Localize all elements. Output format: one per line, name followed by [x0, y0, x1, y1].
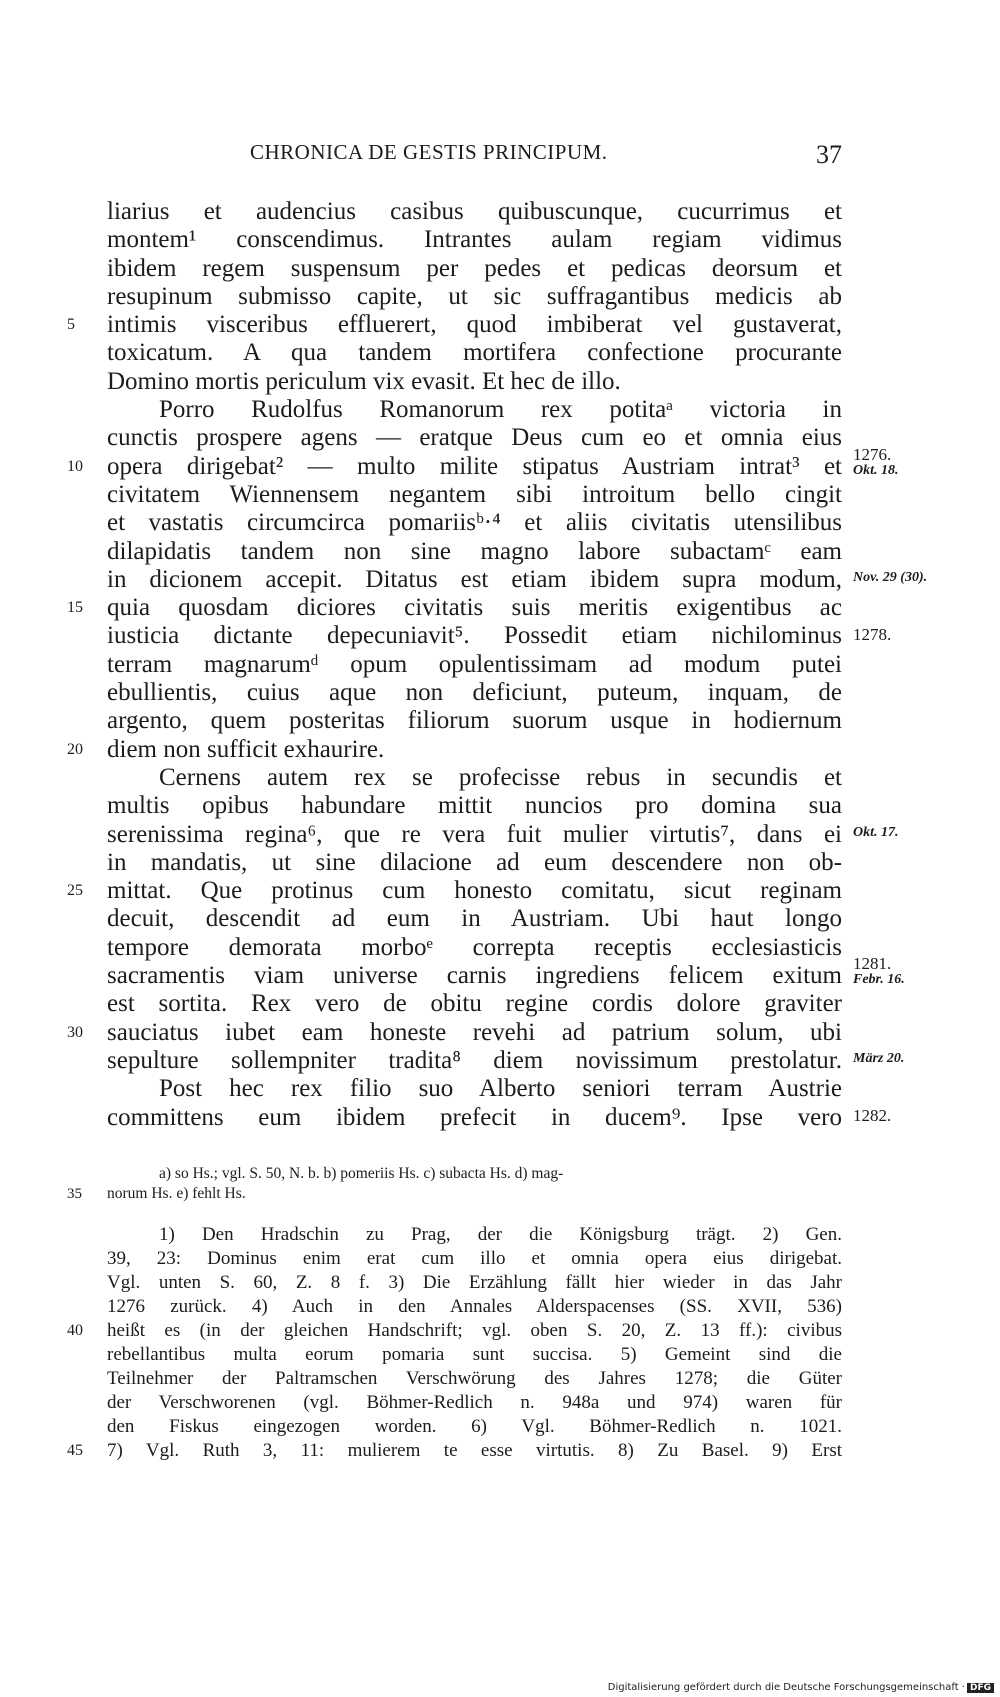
line-text: Domino mortis periculum vix evasit. Et hec de illo.	[107, 367, 621, 395]
margin-note-line: Nov. 29 (30).	[853, 569, 928, 585]
line-text: liarius et audencius casibus quibuscunque, cucurrimus et	[107, 198, 842, 225]
footnote-line	[107, 1223, 842, 1247]
footnote-line	[67, 1439, 842, 1463]
text-line	[107, 990, 842, 1018]
line-text: montem¹ conscendimus. Intrantes aulam regiam vidimus	[107, 226, 842, 254]
text-line	[107, 651, 842, 679]
text-line	[67, 735, 842, 764]
text-line	[67, 452, 842, 481]
credit-text: Digitalisierung gefördert durch die Deutsche Forschungsgemeinschaft ·	[607, 1682, 965, 1693]
apparatus-text: norum Hs. e) fehlt Hs.	[107, 1185, 246, 1202]
line-text: toxicatum. A qua tandem mortifera confectione procurante	[107, 339, 842, 367]
dfg-logo: DFG	[967, 1683, 994, 1693]
text-line	[107, 538, 842, 566]
line-number: 40	[67, 1322, 83, 1339]
apparatus-text: a) so Hs.; vgl. S. 50, N. b. b) pomeriis Hs. c) subacta Hs. d) mag-	[159, 1165, 564, 1182]
line-text: committens eum ibidem prefecit in ducem⁹. Ipse vero	[107, 1103, 842, 1131]
text-line	[107, 679, 842, 707]
line-number: 45	[67, 1442, 83, 1459]
text-line	[107, 821, 842, 849]
margin-note-line: 1282.	[853, 1105, 892, 1125]
text-line	[107, 934, 842, 962]
line-text: tempore demorata morboᵉ correpta receptis ecclesiasticis	[107, 933, 842, 961]
margin-note-line: Febr. 16.	[853, 972, 905, 988]
line-text: sepulture sollempniter tradita⁸ diem novissimum prestolatur.	[107, 1046, 842, 1074]
text-line	[107, 1075, 842, 1103]
margin-date-note	[853, 825, 899, 841]
line-number: 35	[67, 1186, 82, 1202]
footnote-line	[107, 1247, 842, 1271]
line-text: ebullientis, cuius aque non deficiunt, puteum, inquam, de	[107, 679, 842, 707]
apparatus-line	[67, 1184, 842, 1204]
footnote-line	[107, 1343, 842, 1367]
line-text: dilapidatis tandem non sine magno labore subactamᶜ eam	[107, 537, 842, 565]
footnote-text: Teilnehmer der Paltramschen Verschwörung des Jahres 1278; die Güter	[107, 1368, 842, 1389]
margin-note-line: Okt. 18.	[853, 462, 899, 478]
margin-note-line: März 20.	[853, 1051, 905, 1066]
margin-note-line: 1281.	[853, 954, 892, 974]
line-text: cunctis prospere agens — eratque Deus cum eo et omnia eius	[107, 424, 842, 452]
main-text	[67, 198, 842, 1132]
text-line	[107, 226, 842, 254]
line-text: resupinum submisso capite, ut sic suffragantibus medicis ab	[107, 282, 842, 310]
footnote-text: heißt es (in der gleichen Handschrift; vgl. oben S. 20, Z. 13 ff.): civibus	[107, 1320, 842, 1341]
line-text: argento, quem posteritas filiorum suorum usque in hodiernum	[107, 707, 842, 735]
margin-date-note	[853, 570, 927, 586]
margin-date-note	[853, 624, 892, 644]
footnote-text: den Fiskus eingezogen worden. 6) Vgl. Böhmer-Redlich n. 1021.	[107, 1416, 842, 1437]
line-text: quia quosdam diciores civitatis suis meritis exigentibus ac	[107, 594, 842, 622]
line-text: intimis visceribus effluerert, quod imbiberat vel gustaverat,	[107, 311, 842, 339]
line-text: in mandatis, ut sine dilacione ad eum descendere non ob-	[107, 848, 842, 876]
text-line	[67, 311, 842, 339]
text-line	[107, 255, 842, 283]
margin-note-line: 1276.	[853, 444, 892, 464]
line-number: 20	[67, 740, 83, 758]
text-line	[107, 764, 842, 792]
line-text: in dicionem accepit. Ditatus est etiam ibidem supra modum,	[107, 565, 842, 593]
footnote-line	[107, 1415, 842, 1439]
text-line	[107, 707, 842, 735]
footnote-text: 7) Vgl. Ruth 3, 11: mulierem te esse virtutis. 8) Zu Basel. 9) Erst	[107, 1440, 842, 1461]
funding-credit	[608, 1682, 994, 1693]
text-line	[67, 594, 842, 622]
line-text: ibidem regem suspensum per pedes et pedicas deorsum et	[107, 254, 842, 282]
line-text: opera dirigebat² — multo milite stipatus Austriam intrat³ et	[107, 452, 842, 480]
text-line	[67, 877, 842, 905]
text-line	[107, 396, 842, 424]
footnote-text: der Verschworenen (vgl. Böhmer-Redlich n. 948a und 974) waren für	[107, 1392, 842, 1413]
text-line	[107, 622, 842, 650]
line-number: 25	[67, 882, 83, 900]
line-text: diem non sufficit exhaurire.	[107, 735, 385, 763]
line-text: terram magnarumᵈ opum opulentissimam ad modum putei	[107, 650, 842, 678]
line-number: 10	[67, 457, 83, 475]
footnote-text: 1) Den Hradschin zu Prag, der die Königsburg trägt. 2) Gen.	[159, 1224, 842, 1245]
apparatus-line	[107, 1164, 842, 1184]
line-text: Porro Rudolfus Romanorum rex potitaᵃ victoria in	[159, 396, 842, 424]
line-text: multis opibus habundare mittit nuncios pro domina sua	[107, 792, 842, 820]
line-text: iusticia dictante depecuniavit⁵. Possedit etiam nichilominus	[107, 622, 842, 650]
line-text: Cernens autem rex se profecisse rebus in secundis et	[159, 763, 842, 791]
text-line	[107, 792, 842, 820]
footnote-line	[107, 1367, 842, 1391]
margin-date-note	[853, 1051, 904, 1067]
text-line	[107, 424, 842, 452]
text-line	[107, 339, 842, 367]
text-line	[107, 566, 842, 594]
text-line	[107, 368, 842, 396]
text-line	[107, 1104, 842, 1132]
line-text: est sortita. Rex vero de obitu regine cordis dolore graviter	[107, 990, 842, 1018]
margin-note-line: Okt. 17.	[853, 824, 899, 840]
footnote-line	[107, 1295, 842, 1319]
line-number: 15	[67, 599, 83, 617]
critical-apparatus	[67, 1164, 842, 1204]
line-text: civitatem Wiennensem negantem sibi introitum bello cingit	[107, 480, 842, 508]
running-header: CHRONICA DE GESTIS PRINCIPUM.	[250, 140, 608, 164]
footnote-line	[67, 1319, 842, 1343]
line-text: mittat. Que protinus cum honesto comitatu, sicut reginam	[107, 877, 842, 905]
line-text: serenissima regina⁶, que re vera fuit mulier virtutis⁷, dans ei	[107, 820, 842, 848]
text-line	[107, 962, 842, 990]
footnote-text: Vgl. unten S. 60, Z. 8 f. 3) Die Erzählung fällt hier wieder in das Jahr	[107, 1272, 842, 1293]
margin-date-note	[853, 956, 905, 988]
margin-date-note	[853, 444, 899, 479]
footnotes	[67, 1223, 842, 1463]
line-number: 5	[67, 316, 75, 334]
margin-note-line: 1278.	[853, 624, 892, 644]
margin-date-note	[853, 1105, 892, 1125]
text-line	[107, 849, 842, 877]
line-text: sacramentis viam universe carnis ingrediens felicem exitum	[107, 962, 842, 990]
footnote-text: 1276 zurück. 4) Auch in den Annales Alderspacenses (SS. XVII, 536)	[107, 1296, 842, 1317]
footnote-text: 39, 23: Dominus enim erat cum illo et omnia opera eius dirigebat.	[107, 1248, 842, 1269]
text-line	[107, 905, 842, 933]
line-text: decuit, descendit ad eum in Austriam. Ubi haut longo	[107, 905, 842, 933]
footnote-line	[107, 1271, 842, 1295]
line-number: 30	[67, 1023, 83, 1041]
text-line	[67, 1018, 842, 1047]
text-line	[107, 283, 842, 311]
page-number: 37	[816, 140, 842, 169]
line-text: et vastatis circumcirca pomariisᵇ·⁴ et aliis civitatis utensilibus	[107, 509, 842, 537]
text-line	[107, 481, 842, 509]
text-line	[107, 198, 842, 226]
text-line	[107, 1047, 842, 1075]
footnote-line	[107, 1391, 842, 1415]
line-text: sauciatus iubet eam honeste revehi ad patrium solum, ubi	[107, 1018, 842, 1046]
footnote-text: rebellantibus multa eorum pomaria sunt succisa. 5) Gemeint sind die	[107, 1344, 842, 1365]
line-text: Post hec rex filio suo Alberto seniori terram Austrie	[159, 1075, 842, 1103]
text-line	[107, 509, 842, 537]
